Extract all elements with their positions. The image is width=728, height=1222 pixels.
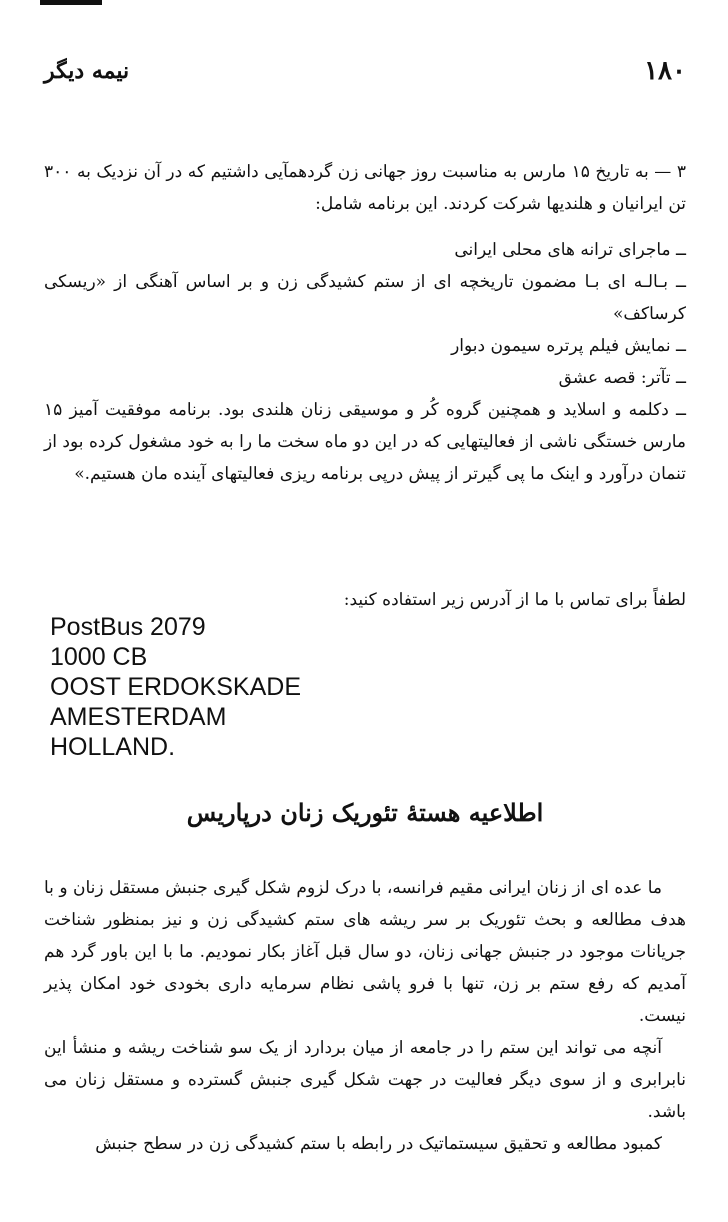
section-body	[44, 872, 686, 1160]
address-line-4: AMESTERDAM	[50, 703, 227, 731]
paragraph-3: کمبود مطالعه و تحقیق سیستماتیک در رابطه با ستم کشیدگی زن در سطح جنبش	[95, 1134, 662, 1154]
item-3-block	[44, 156, 686, 490]
contact-line: لطفاً برای تماس با ما از آدرس زیر استفاده کنید:	[343, 590, 686, 610]
page-number: ۱۸۰	[644, 56, 686, 86]
section-title: اطلاعیه هستهٔ تئوریک زنان درپاریس	[186, 798, 544, 827]
item-3-intro: ۳ — به تاریخ ۱۵ مارس به مناسبت روز جهانی زن گردهمآیی داشتیم که در آن نزدیک به ۳۰۰ تن ایرانیان و هلندیها شرکت کردند. این برنامه شامل:	[44, 162, 686, 214]
program-item-2: ــ بـالـه ای بـا مضمون تاریخچه ای از ستم کشیدگی زن و بر اساس آهنگی از «ریسکی کرساکف»	[44, 272, 686, 324]
program-item-5: ــ دکلمه و اسلاید و همچنین گروه کُر و موسیقی زنان هلندی بود. برنامه موفقیت آمیز ۱۵ مارس خستگی ناشی از فعالیتهایی که در این دو ماه سخت ما را به خود مشغول کرده بود از تنمان درآورد و اینک ما پی گیرتر از پیش درپی برنامه ریزی فعالیتهای آینده مان هستیم.»	[44, 400, 686, 484]
postal-address	[50, 612, 301, 762]
program-item-4: ــ تآتر: قصه عشق	[558, 368, 686, 388]
program-item-1: ــ ماجرای ترانه های محلی ایرانی	[454, 240, 686, 260]
address-line-2: 1000 CB	[50, 643, 148, 671]
paragraph-1: ما عده ای از زنان ایرانی مقیم فرانسه، با درک لزوم شکل گیری جنبش مستقل زنان و با هدف مطالعه و بحث تئوریک بر سر ریشه های ستم کشیدگی زن و نیز بمنظور شناخت جریانات موجود در جنبش جهانی زنان، دو سال قبل آغاز بکار نمودیم. ما با این باور گرد هم آمدیم که رفع ستم بر زن، تنها با فرو پاشی نظام سرمایه داری بخودی خود امکان پذیر نیست.	[44, 878, 686, 1026]
paragraph-2: آنچه می تواند این ستم را در جامعه از میان بردارد از یک سو شناخت ریشه و منشأ این نابرابری و از سوی دیگر فعالیت در جهت شکل گیری جنبش گسترده و مستقل زنان می باشد.	[44, 1038, 686, 1122]
page-header	[44, 56, 686, 90]
program-item-3: ــ نمایش فیلم پرتره سیمون دبوار	[451, 336, 686, 356]
address-line-3: OOST ERDOKSKADE	[50, 673, 301, 701]
address-line-5: HOLLAND.	[50, 733, 176, 761]
address-line-1: PostBus 2079	[50, 613, 206, 641]
top-rule	[40, 0, 102, 5]
running-title: نیمه دیگر	[44, 58, 130, 84]
